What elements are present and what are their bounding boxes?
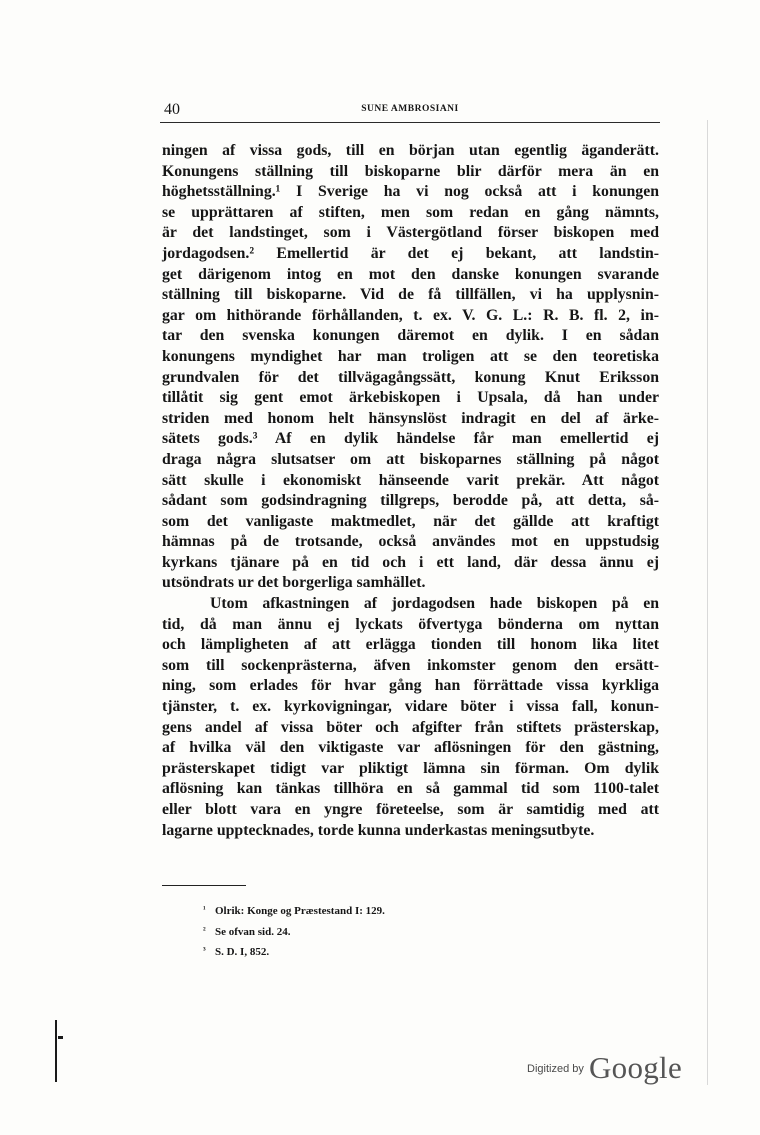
footnote-mark: ¹ bbox=[203, 904, 206, 914]
footnotes bbox=[203, 900, 385, 962]
google-logo: Google bbox=[588, 1050, 683, 1085]
text-line: som det vanligaste maktmedlet, när det gällde att kraftigt bbox=[162, 512, 659, 530]
text-line: aflösning kan tänkas tillhöra en så gammal tid som 1100-talet bbox=[162, 780, 659, 798]
text-line: get därigenom intog en mot den danske konungen svarande bbox=[162, 265, 659, 283]
text-line: hämnas på de trotsande, också användes mot en uppstudsig bbox=[162, 533, 659, 551]
footnote-text: S. D. I, 852. bbox=[215, 946, 270, 958]
footnote-text: Se ofvan sid. 24. bbox=[215, 925, 291, 938]
text-line: eller blott vara en yngre företeelse, som är samtidig med att bbox=[162, 801, 659, 818]
text-line: som till sockenprästerna, äfven inkomster genom den ersätt- bbox=[162, 656, 659, 674]
text-line: draga några slutsatser om att biskoparnes ställning på något bbox=[162, 450, 659, 468]
text-line: se upprättaren af stiften, men som redan en gång nämnts, bbox=[162, 203, 659, 221]
scan-edge-mark bbox=[55, 1020, 57, 1082]
text-line: lagarne upptecknades, torde kunna underkastas meningsutbyte. bbox=[162, 821, 595, 839]
text-line: och lämpligheten af att erlägga tionden till honom lika litet bbox=[162, 636, 659, 654]
text-line: tjänster, t. ex. kyrkovigningar, vidare böter i vissa fall, konun- bbox=[162, 698, 659, 716]
text-line: utsöndrats ur det borgerliga samhället. bbox=[162, 574, 426, 592]
text-line: är det landstinget, som i Västergötland förser biskopen med bbox=[162, 224, 659, 242]
text-line: af hvilka väl den viktigaste var aflösningen för den gästning, bbox=[162, 739, 659, 757]
text-line: tillåtit sig gent emot ärkebiskopen i Upsala, då han under bbox=[162, 389, 659, 407]
footnote bbox=[203, 921, 385, 942]
scan-edge-tick bbox=[58, 1036, 63, 1039]
text-line: Utom afkastningen af jordagodsen hade biskopen på en bbox=[210, 595, 659, 613]
text-line: höghetsställning.¹ I Sverige ha vi nog också att i konungen bbox=[162, 183, 659, 201]
text-line: grundvalen för det tillvägagångssätt, konung Knut Eriksson bbox=[162, 368, 659, 386]
text-line: sådant som godsindragning tillgreps, berodde på, att detta, så- bbox=[162, 492, 659, 510]
page-number: 40 bbox=[164, 101, 180, 118]
text-line: ställning till biskoparne. Vid de få tillfällen, vi ha upplysnin- bbox=[162, 286, 659, 304]
text-line: ningen af vissa gods, till en början utan egentlig äganderätt. bbox=[162, 142, 659, 159]
footnote-mark: ³ bbox=[203, 945, 206, 955]
digitized-watermark bbox=[527, 1050, 682, 1090]
text-line: gar om hithörande förhållanden, t. ex. V. G. L.: R. B. fl. 2, in- bbox=[162, 306, 659, 324]
digitized-by-label: Digitized by bbox=[527, 1063, 584, 1075]
body-text bbox=[162, 141, 659, 841]
text-line: sätets gods.³ Af en dylik händelse får man emellertid ej bbox=[162, 430, 659, 448]
footnote-mark: ² bbox=[203, 924, 206, 935]
footnote bbox=[203, 900, 385, 921]
text-line: ning, som erlades för hvar gång han förrättade vissa kyrkliga bbox=[162, 677, 659, 695]
text-line: tar den svenska konungen däremot en dylik. I en sådan bbox=[162, 327, 659, 345]
footnote bbox=[203, 941, 385, 962]
footnote-text: Olrik: Konge og Præstestand I: 129. bbox=[215, 905, 385, 917]
text-line: jordagodsen.² Emellertid är det ej bekant, att landstin- bbox=[162, 244, 659, 262]
footnote-rule bbox=[162, 885, 246, 886]
running-title: SUNE AMBROSIANI bbox=[361, 104, 459, 114]
text-line: Konungens ställning till biskoparne blir därför mera än en bbox=[162, 162, 659, 180]
text-line: kyrkans tjänare på en tid och i ett land, där dessa ännu ej bbox=[162, 553, 659, 571]
running-head bbox=[160, 100, 660, 123]
text-line: konungens myndighet har man troligen att se den teoretiska bbox=[162, 347, 659, 365]
text-line: striden med honom helt hänsynslöst indragit en del af ärke- bbox=[162, 409, 659, 427]
text-line: sätt skulle i ekonomiskt hänseende varit prekär. Att något bbox=[162, 471, 659, 489]
text-line: gens andel af vissa böter och afgifter från stiftets prästerskap, bbox=[162, 718, 659, 736]
scan-margin-line bbox=[707, 120, 708, 1085]
text-line: prästerskapet tidigt var pliktigt lämna sin förman. Om dylik bbox=[162, 759, 659, 777]
text-line: tid, då man ännu ej lyckats öfvertyga bönderna om nyttan bbox=[162, 615, 659, 633]
